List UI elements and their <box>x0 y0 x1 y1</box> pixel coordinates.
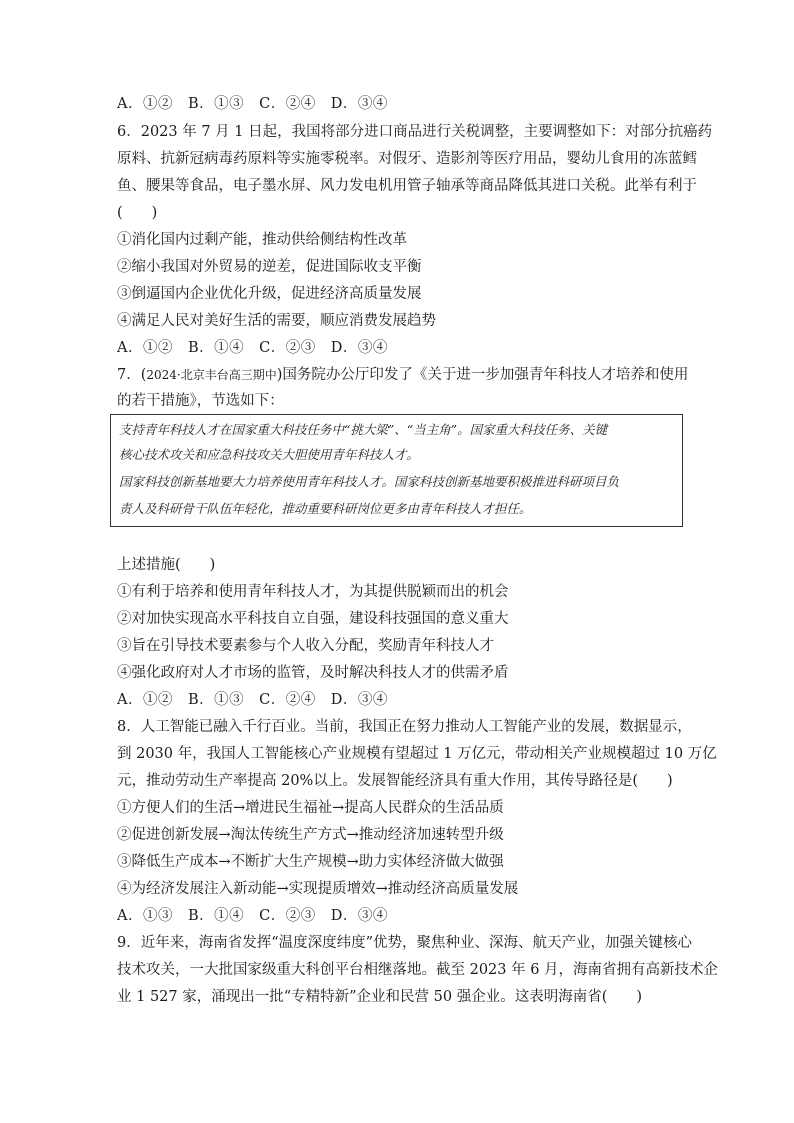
q6-item-3: ③倒逼国内企业优化升级，促进经济高质量发展 <box>117 286 422 302</box>
q9-stem-line-1: 9．近年来，海南省发挥“温度深度纬度”优势，聚焦种业、深海、航天产业，加强关键核心 <box>117 935 693 951</box>
q7-excerpt-box <box>110 414 683 527</box>
q6-item-1: ①消化国内过剩产能，推动供给侧结构性改革 <box>117 232 407 248</box>
q8-options: A．①③ B．①④ C．②③ D．③④ <box>117 908 388 924</box>
q7-item-1: ①有利于培养和使用青年科技人才，为其提供脱颖而出的机会 <box>117 584 509 600</box>
q6-options: A．①② B．①④ C．②③ D．③④ <box>117 340 388 356</box>
q8-item-3: ③降低生产成本→不断扩大生产规模→助力实体经济做大做强 <box>117 854 504 870</box>
q6-item-4: ④满足人民对美好生活的需要，顺应消费发展趋势 <box>117 313 436 329</box>
q8-stem-line-3: 元，推动劳动生产率提高 20%以上。发展智能经济具有重大作用，其传导路径是( ) <box>117 773 673 789</box>
q7-excerpt-line-3: 国家科技创新基地要大力培养使用青年科技人才。国家科技创新基地要积极推进科研项目负 <box>119 474 620 489</box>
q7-excerpt-line-1: 支持青年科技人才在国家重大科技任务中“挑大梁”、“当主角”。国家重大科技任务、关键 <box>119 422 608 437</box>
q6-stem-line-4: ( ) <box>117 205 158 221</box>
q8-item-2: ②促进创新发展→淘汰传统生产方式→推动经济加速转型升级 <box>117 827 504 843</box>
q7-stem-line-1 <box>117 365 687 385</box>
q6-stem-line-3: 鱼、腰果等食品，电子墨水屏、风力发电机用管子轴承等商品降低其进口关税。此举有利于 <box>117 178 697 194</box>
q6-stem-line-2: 原料、抗新冠病毒药原料等实施零税率。对假牙、造影剂等医疗用品，婴幼儿食用的冻蓝鳕 <box>117 151 697 167</box>
q6-stem-line-1: 6．2023 年 7 月 1 日起，我国将部分进口商品进行关税调整，主要调整如下：对部分抗癌药 <box>117 124 713 140</box>
q7-question: 上述措施( ) <box>117 557 216 573</box>
q9-stem-line-3: 业 1 527 家，涌现出一批“专精特新”企业和民营 50 强企业。这表明海南省( ) <box>117 989 643 1005</box>
q7-source: 2024·北京丰台高三期中 <box>146 368 277 382</box>
q7-stem-rest: )国务院办公厅印发了《关于进一步加强青年科技人才培养和使用 <box>276 367 689 383</box>
q7-excerpt-line-2: 核心技术攻关和应急科技攻关大胆使用青年科技人才。 <box>119 447 420 462</box>
q8-stem-line-1: 8．人工智能已融入千行百业。当前，我国正在努力推动人工智能产业的发展，数据显示， <box>117 719 692 735</box>
q7-excerpt-line-4: 责人及科研骨干队伍年轻化，推动重要科研岗位更多由青年科技人才担任。 <box>119 501 532 516</box>
q7-item-4: ④强化政府对人才市场的监管，及时解决科技人才的供需矛盾 <box>117 665 509 681</box>
q6-item-2: ②缩小我国对外贸易的逆差，促进国际收支平衡 <box>117 259 422 275</box>
q7-item-3: ③旨在引导技术要素参与个人收入分配，奖励青年科技人才 <box>117 638 494 654</box>
q9-stem-line-2: 技术攻关，一大批国家级重大科创平台相继落地。截至 2023 年 6 月，海南省拥有高新技术企 <box>117 962 719 978</box>
q5-options: A．①② B．①③ C．②④ D．③④ <box>117 96 388 112</box>
q8-item-4: ④为经济发展注入新动能→实现提质增效→推动经济高质量发展 <box>117 881 519 897</box>
q7-number: 7．( <box>117 367 147 383</box>
q8-item-1: ①方便人们的生活→增进民生福祉→提高人民群众的生活品质 <box>117 800 504 816</box>
q7-options: A．①② B．①③ C．②④ D．③④ <box>117 692 388 708</box>
q8-stem-line-2: 到 2030 年，我国人工智能核心产业规模有望超过 1 万亿元，带动相关产业规模超过 10 万亿 <box>117 746 717 762</box>
q7-item-2: ②对加快实现高水平科技自立自强，建设科技强国的意义重大 <box>117 611 509 627</box>
q7-stem-line-2: 的若干措施》，节选如下： <box>117 393 284 409</box>
